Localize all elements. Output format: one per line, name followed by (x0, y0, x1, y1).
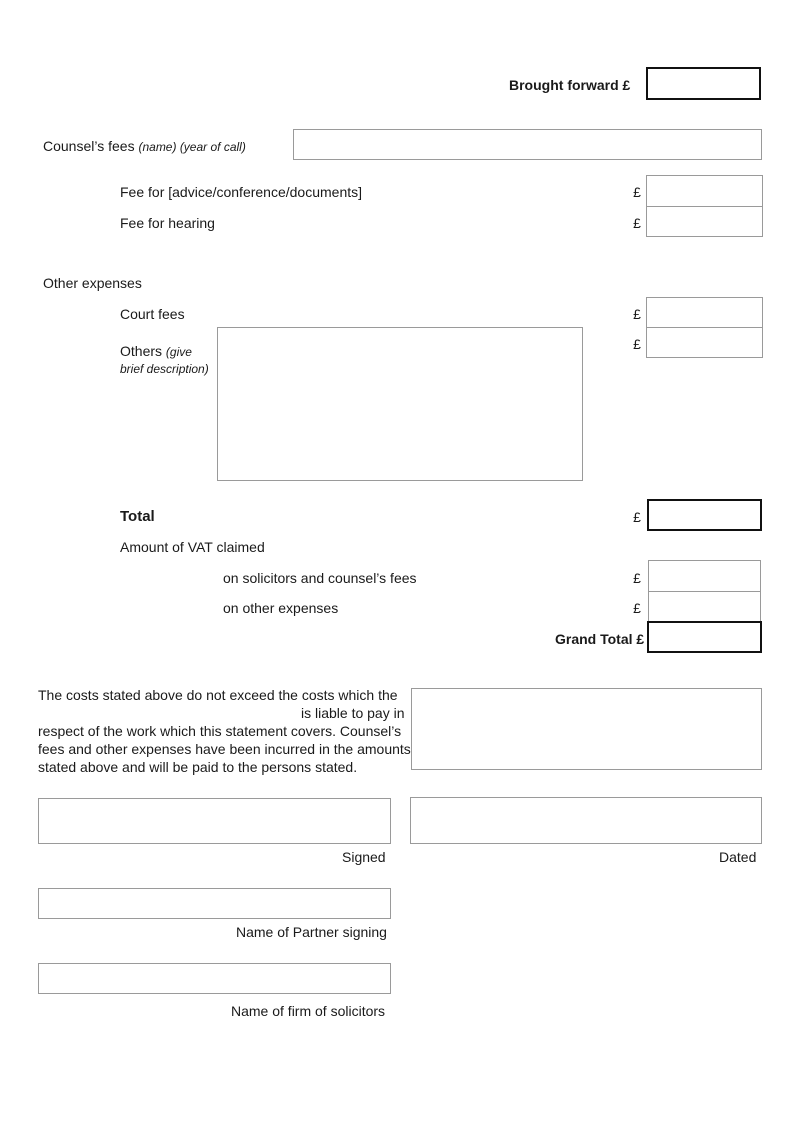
court-fees-amount-field[interactable] (646, 297, 763, 328)
dated-label: Dated (719, 849, 757, 865)
party-name-field[interactable] (411, 688, 762, 770)
pound-symbol: £ (633, 570, 641, 586)
court-fees-label: Court fees (120, 306, 185, 322)
total-field[interactable] (647, 499, 762, 531)
others-hint-2: brief description) (120, 362, 209, 376)
fee-advice-amount-field[interactable] (646, 175, 763, 207)
vat-solicitors-field[interactable] (648, 560, 761, 592)
pound-symbol: £ (633, 600, 641, 616)
signed-label: Signed (342, 849, 386, 865)
fee-hearing-label: Fee for hearing (120, 215, 215, 231)
others-label (120, 342, 192, 361)
grand-total-field[interactable] (647, 621, 762, 653)
brought-forward-label: Brought forward £ (509, 77, 631, 93)
pound-symbol: £ (633, 215, 641, 231)
certificate-line-5: stated above and will be paid to the persons stated. (38, 759, 358, 775)
counsel-name-field[interactable] (293, 129, 762, 160)
certificate-line-2: is liable to pay in (301, 705, 405, 721)
partner-signing-label: Name of Partner signing (236, 924, 387, 940)
brought-forward-field[interactable] (646, 67, 761, 100)
vat-other-field[interactable] (648, 591, 761, 623)
certificate-line-4: fees and other expenses have been incurred in the amounts (38, 741, 411, 757)
others-description-field[interactable] (217, 327, 583, 481)
firm-name-field[interactable] (38, 963, 391, 994)
fee-advice-label: Fee for [advice/conference/documents] (120, 184, 363, 200)
others-text: Others (120, 343, 163, 359)
total-label: Total (120, 508, 155, 525)
date-field[interactable] (410, 797, 762, 844)
grand-total-label: Grand Total £ (555, 631, 645, 647)
other-expenses-heading: Other expenses (43, 275, 142, 291)
counsels-fees-hint: (name) (year of call) (138, 140, 246, 154)
vat-solicitors-label: on solicitors and counsel’s fees (223, 570, 417, 586)
pound-symbol: £ (633, 306, 641, 322)
others-hint-1: (give (165, 345, 192, 359)
firm-name-label: Name of firm of solicitors (231, 1003, 386, 1019)
counsels-fees-text: Counsel’s fees (43, 138, 135, 154)
signature-field[interactable] (38, 798, 391, 844)
pound-symbol: £ (633, 184, 641, 200)
fee-hearing-amount-field[interactable] (646, 206, 763, 237)
vat-heading: Amount of VAT claimed (120, 539, 265, 555)
certificate-line-3: respect of the work which this statement covers. Counsel’s (38, 723, 402, 739)
others-amount-field[interactable] (646, 327, 763, 358)
partner-name-field[interactable] (38, 888, 391, 919)
counsels-fees-label (43, 137, 246, 156)
pound-symbol: £ (633, 509, 641, 525)
vat-other-label: on other expenses (223, 600, 339, 616)
pound-symbol: £ (633, 336, 641, 352)
certificate-line-1: The costs stated above do not exceed the costs which the (38, 687, 398, 703)
